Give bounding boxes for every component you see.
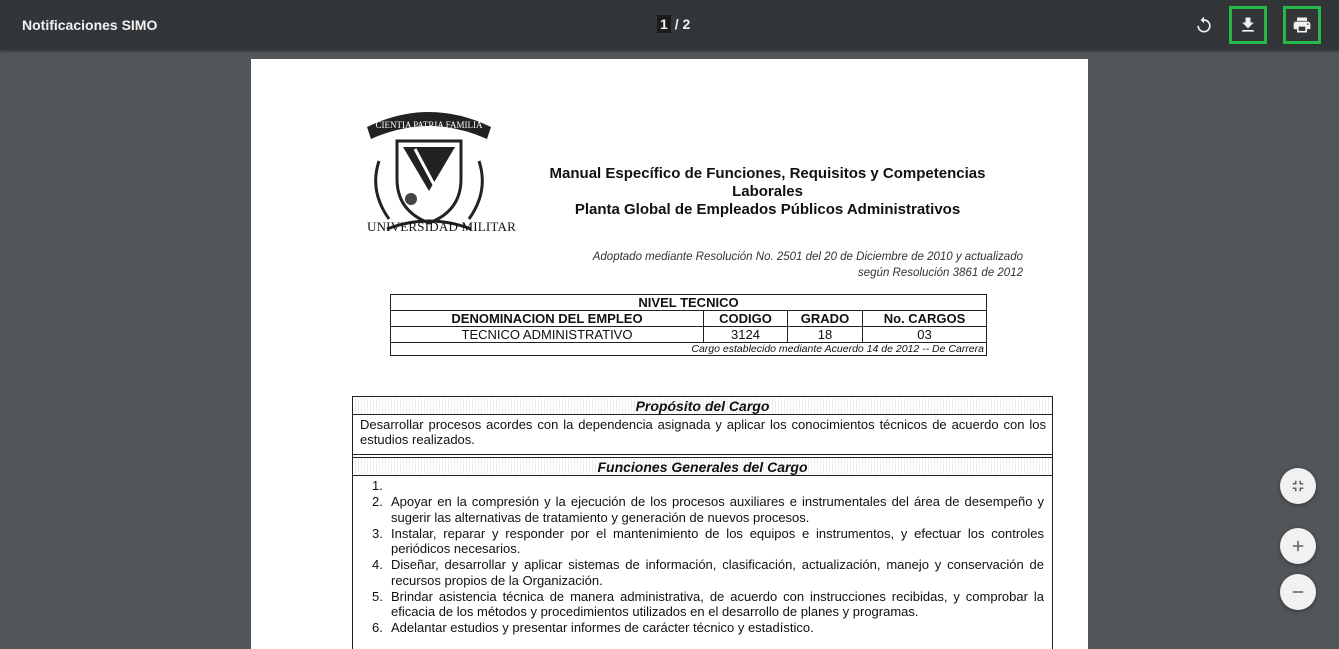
zoom-out-button[interactable]	[1280, 574, 1316, 610]
print-button[interactable]	[1283, 6, 1321, 44]
download-button[interactable]	[1229, 6, 1267, 44]
adoption-line1: Adoptado mediante Resolución No. 2501 del 20 de Diciembre de 2010 y actualizado	[592, 251, 1023, 263]
manual-title-line2: Laborales	[732, 183, 803, 200]
adoption-note	[541, 249, 1023, 281]
nivel-table	[390, 294, 987, 356]
list-item: 5. Brindar asistencia técnica de manera administrativa, de acuerdo con instrucciones recibidas, y comprobar la eficacia de los métodos y procedimientos utilizados en el desarrollo de planes y programas.	[372, 588, 1044, 619]
logo-text: UNIVERSIDAD MILITAR	[367, 219, 516, 234]
pdf-toolbar	[0, 0, 1339, 50]
fit-to-page-button[interactable]	[1280, 468, 1316, 504]
col-denominacion: DENOMINACION DEL EMPLEO	[391, 311, 704, 327]
list-item: 3. Instalar, reparar y responder por el mantenimiento de los equipos e instrumentos, y efectuar los controles periódicos necesarios.	[372, 525, 1044, 556]
current-page-input[interactable]: 1	[657, 15, 671, 33]
logo-banner-text: CIENTIA PATRIA FAMILIA	[375, 120, 483, 130]
list-item: 1.	[372, 478, 383, 493]
pdf-page	[251, 59, 1088, 649]
cell-codigo: 3124	[704, 327, 788, 343]
page-indicator	[657, 16, 690, 32]
total-pages: 2	[682, 16, 691, 32]
fit-to-page-icon	[1289, 477, 1307, 495]
list-item: 4. Diseñar, desarrollar y aplicar sistemas de información, clasificación, actualización, manejo y conservación de recursos propios de la Organización.	[372, 557, 1044, 588]
nivel-footer: Cargo establecido mediante Acuerdo 14 de 2012 -- De Carrera	[391, 343, 987, 356]
pdf-viewer[interactable]	[0, 50, 1339, 641]
page-separator: /	[674, 16, 679, 32]
col-grado: GRADO	[788, 311, 863, 327]
cell-denominacion: TECNICO ADMINISTRATIVO	[391, 327, 704, 343]
cell-cargos: 03	[863, 327, 987, 343]
manual-title-line1: Manual Específico de Funciones, Requisitos y Competencias	[549, 165, 986, 182]
proposito-heading: Propósito del Cargo	[353, 397, 1052, 415]
rotate-button[interactable]	[1185, 6, 1223, 44]
col-codigo: CODIGO	[704, 311, 788, 327]
proposito-text: Desarrollar procesos acordes con la dependencia asignada y aplicar los conocimientos técnicos de acuerdo con los estudios realizados.	[353, 415, 1052, 455]
list-item: 6. Adelantar estudios y presentar informes de carácter técnico y estadístico.	[372, 620, 814, 635]
manual-title-line3: Planta Global de Empleados Públicos Administrativos	[574, 201, 961, 218]
funciones-list	[353, 476, 1052, 636]
rotate-icon	[1194, 15, 1214, 35]
document-title: Notificaciones SIMO	[22, 17, 158, 33]
download-icon	[1238, 15, 1258, 35]
manual-title	[521, 165, 1014, 219]
cell-grado: 18	[788, 327, 863, 343]
list-item: 2. Apoyar en la compresión y la ejecución de los procesos auxiliares e instrumentales del área de desempeño y sugerir las alternativas de tratamiento y generación de nuevos procesos.	[372, 494, 1044, 525]
adoption-line2: según Resolución 3861 de 2012	[858, 267, 1023, 279]
zoom-in-button[interactable]	[1280, 528, 1316, 564]
print-icon	[1292, 15, 1312, 35]
nivel-title: NIVEL TECNICO	[391, 295, 987, 311]
zoom-out-icon	[1289, 583, 1307, 601]
col-cargos: No. CARGOS	[863, 311, 987, 327]
cargo-box	[352, 396, 1053, 649]
zoom-in-icon	[1289, 537, 1307, 555]
funciones-heading: Funciones Generales del Cargo	[353, 458, 1052, 476]
